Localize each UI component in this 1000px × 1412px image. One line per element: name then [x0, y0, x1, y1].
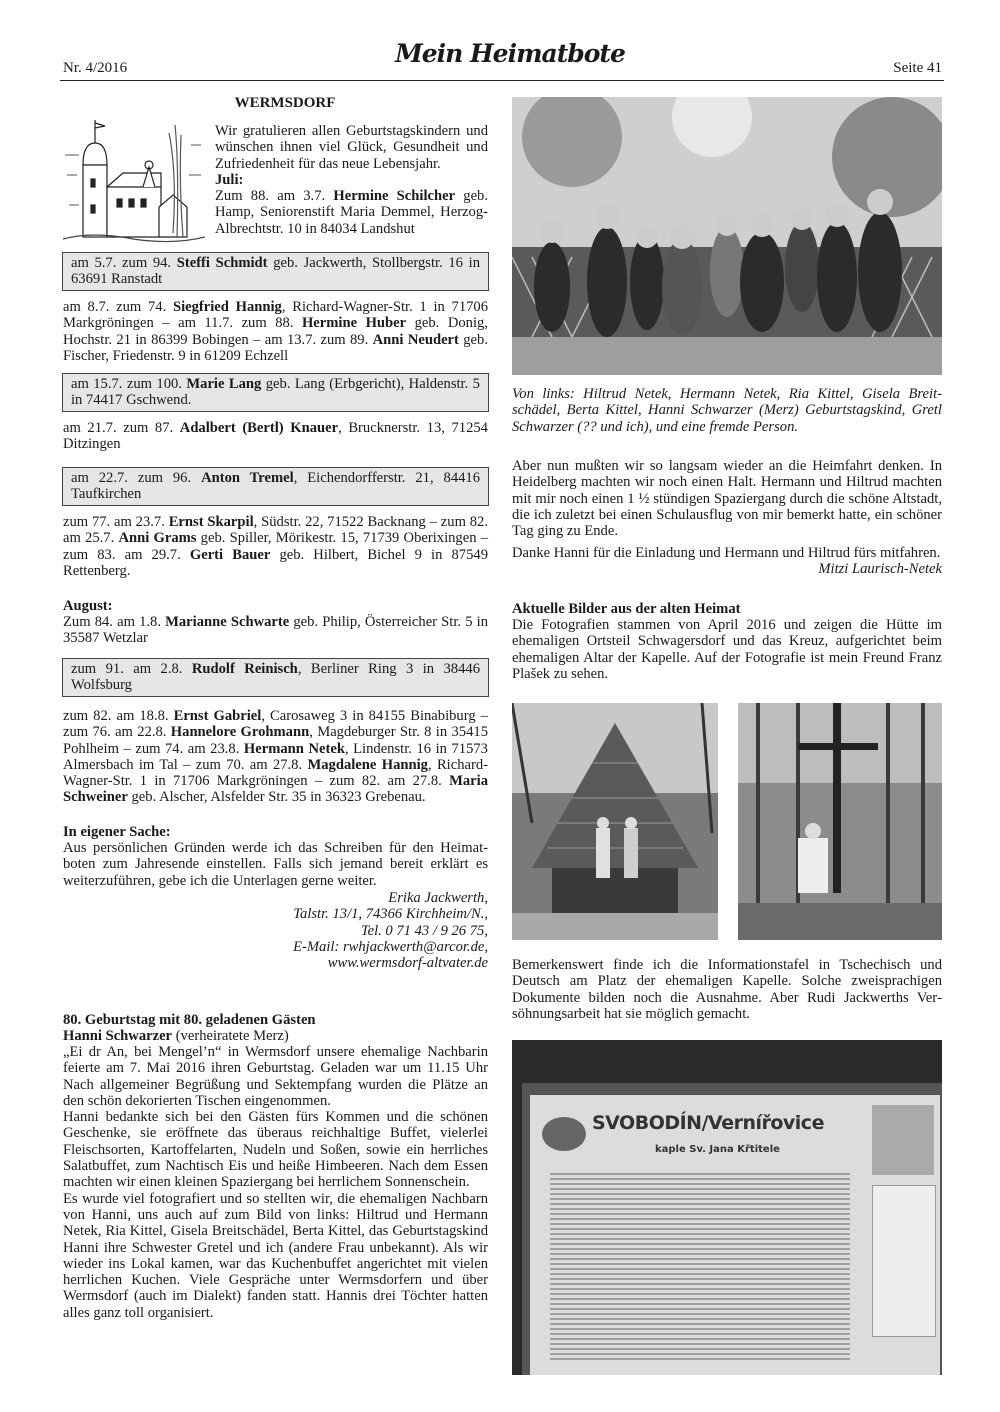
text-run: geb. Philip, Österreicher Str. 5 in 35587 Wetzlar — [63, 614, 488, 647]
highlight-box — [62, 658, 489, 697]
issue-number: Nr. 4/2016 — [63, 60, 128, 76]
article-paragraph: Hanni bedankte sich bei den Gästen fürs Kommen und die schönen Geschenke, sie eröffnete das überaus reichhaltige Buffet, vielerlei Fleischsorten, Kartoffelarten, Nudeln und Soßen, sowie ein herrliches Salatbuffet, zum Nachtisch Eis und heiße Himbeeren. Nach dem Essen machten wir einen kleinen Spaziergang bei herrlichem Sonnenschein. — [63, 1109, 488, 1191]
text-run: geb. Fischer, Friedenstr. 9 in 61209 Echzell — [63, 331, 488, 364]
text-run: Zum 84. am 1.8. — [63, 614, 166, 630]
text-run: , Richard-Wagner-Str. 1 in 71706 Markgröningen – zum 82. am 27.8. — [63, 756, 488, 790]
article-title-bilder: Aktuelle Bilder aus der alten Heimat — [512, 601, 741, 617]
intro-text — [215, 123, 488, 172]
birthday-entry — [63, 420, 488, 453]
group-photo — [512, 97, 942, 375]
person-name: Hanni Schwarzer — [63, 1028, 173, 1044]
intro-greeting: Wir gratulieren allen Geburtstagskindern und wünschen ihnen viel Glück, Gesundheit und Zufriedenheit für das neue Lebensjahr. — [215, 123, 488, 172]
person-name: Maria Schweiner — [63, 773, 488, 806]
birthday-entry — [71, 255, 480, 288]
signature-block — [63, 890, 488, 971]
person-name: Hermann Netek — [243, 740, 345, 757]
person-name: Ernst Skarpil — [168, 514, 254, 530]
text-run: , Richard-Wagner-Str. 1 in 71706 Markgröningen – am 11.7. zum 88. — [63, 299, 489, 332]
article-subtitle — [63, 1028, 488, 1044]
birthday-entry — [215, 188, 488, 237]
text-run: (verheiratete Merz) — [172, 1028, 289, 1044]
text-run: geb. Lang (Erbgericht), Haldenstr. 5 in 74417 Gschwend. — [71, 376, 480, 409]
person-name: Anni Grams — [118, 530, 197, 547]
hut-photo — [512, 703, 718, 940]
text-run: geb. Donig, Hochstr. 21 in 86399 Bobingen – am 13.7. zum 89. — [63, 315, 488, 348]
information-board-photo — [512, 1040, 942, 1375]
person-name: Steffi Schmidt — [176, 255, 268, 271]
person-name: Marie Lang — [186, 376, 262, 392]
text-run: zum 82. am 18.8. — [63, 708, 174, 724]
photo-caption: Von links: Hiltrud Netek, Hermann Netek, Ria Kittel, Gisela Breitschädel, Berta Kittel, Hanni Schwarzer (Merz) Geburtstagskind, Gretl Schwarzer (?? und ich), und eine fremde Person. — [512, 386, 942, 435]
board-title: SVOBODÍN/Vernířovice — [592, 1112, 824, 1134]
article-paragraph: Aber nun mußten wir so langsam wieder an die Heimfahrt denken. In Heidelberg machten wir noch einen Halt. Hermann und Hiltrud machten mit mir noch einen 1 ½ stündigen Spaziergang durch die schöne Altstadt, die ich zuletzt bei einen Schulausflug von mir bemerkt hatte, ein schöner Tag ging zu Ende. — [512, 458, 942, 540]
text-run: geb. Spiller, Mörikestr. 15, 71739 Oberixingen – zum 83. am 29.7. — [63, 530, 488, 563]
text-run: , Berliner Ring 3 in 38446 Wolfsburg — [71, 661, 480, 694]
text-run: zum 77. am 23.7. — [63, 514, 169, 530]
board-subtitle: kaple Sv. Jana Křtitele — [655, 1144, 780, 1155]
section-title-eigene-sache: In eigener Sache: — [63, 824, 171, 840]
cross-photo — [738, 703, 942, 940]
article-paragraph — [512, 545, 942, 561]
month-label-august: August: — [63, 598, 113, 614]
board-chapel-picture — [872, 1105, 934, 1175]
article-body — [63, 1044, 488, 1321]
birthday-entry — [71, 376, 480, 409]
article-paragraph: Bemerkenswert finde ich die Informationstafel in Tschechisch und Deutsch am Platz der ehemaligen Kapelle. Solche zweisprachigen Dokumente bilden noch die Ausnahme. Aber Rudi Jackwerths Versöhnungsarbeit hat sie möglich gemacht. — [512, 957, 942, 1022]
text-run: am 8.7. zum 74. — [63, 299, 173, 315]
eigene-sache-text: Aus persönlichen Gründen werde ich das Schreiben für den Heimatboten zum Jahresende einstellen. Falls sich jemand bereit erklärt es weiterzuführen, gebe ich die Unterlagen gerne weiter. — [63, 840, 488, 889]
information-board — [530, 1095, 940, 1375]
text-run: am 22.7. zum 96. — [71, 470, 202, 486]
masthead-logo: Mein Heimatbote — [395, 39, 625, 68]
person-name: Anni Neudert — [372, 331, 459, 348]
person-name: Rudolf Reinisch — [191, 661, 298, 677]
highlight-box — [62, 373, 489, 412]
signature-name: Erika Jackwerth, — [388, 890, 488, 906]
person-name: Magdalene Hannig — [307, 756, 428, 773]
birthday-entry — [63, 614, 488, 647]
person-name: Hannelore Grohmann — [170, 724, 310, 741]
highlight-box — [62, 467, 489, 506]
church-illustration — [63, 115, 205, 247]
person-name: Gerti Bauer — [189, 546, 271, 563]
board-text-area — [550, 1170, 850, 1360]
text-run: , Carosaweg 3 in 84155 Binabiburg – zum 76. am 22.8. — [63, 708, 488, 741]
thanks-text: Danke Hanni für die Einladung und Hermann und Hiltrud fürs mitfahren. — [512, 545, 941, 561]
text-run: , Eichendorfferstr. 21, 84416 Taufkirchen — [71, 470, 481, 503]
person-name: Hermine Schilcher — [333, 188, 456, 204]
person-name: Hermine Huber — [301, 315, 407, 332]
text-run: am 15.7. zum 100. — [71, 376, 187, 392]
article-paragraph: Es wurde viel fotografiert und so stellten wir, die ehemaligen Nachbarn von Hanni, uns auch auf zum Bild von links: Hiltrud und Hermann Netek, Ria Kittel, Gisela Breitschädel, Berta Kittel, das Geburtstagskind Hanni ihre Schwester Gretel und ich (andere Frau unbekannt). Als wir wieder ins Lokal kamen, war das Kuchenbuffet angerichtet mit vielen herrlichen Kuchen. Viele Gespräche unter Wermsdorfern und über Wermsdorf (auch im Dialekt) fanden statt. Hannis drei Töchter hatten alles ganz toll organisiert. — [63, 1190, 488, 1321]
text-run: , Magdeburger Str. 8 in 35415 Pohlheim – zum 74. am 23.8. — [63, 724, 488, 757]
header-rule — [60, 80, 944, 81]
text-run: zum 91. am 2.8. — [71, 661, 192, 677]
signature-phone: Tel. 0 71 43 / 9 26 75, — [360, 922, 488, 939]
text-run: geb. Hilbert, Bichel 9 in 87549 Rettenberg. — [63, 546, 488, 579]
text-run: geb. Jackwerth, Stollbergstr. 16 in 63691 Ranstadt — [71, 255, 480, 288]
person-name: Adalbert (Bertl) Knauer — [179, 420, 339, 436]
article-paragraph: „Ei dr An, bei Mengel’n“ in Wermsdorf unsere ehemalige Nachbarin feierte am 7. Mai 2016 ihren Geburtstag. Geladen war um 11.15 Uhr Nach allgemeiner Begrüßung und Sektempfang wurden die Plätze an den schön dekorierten Tischen eingenommen. — [63, 1044, 488, 1109]
text-run: geb. Hamp, Seniorenstift Maria Demmel, Herzog-Albrechtstr. 10 in 84034 Landshut — [215, 188, 488, 237]
author-signature: Mitzi Laurisch-Netek — [818, 561, 942, 577]
birthday-entry — [71, 470, 480, 503]
person-name: Ernst Gabriel — [173, 708, 262, 724]
birthday-entry — [63, 299, 488, 364]
month-label-juli: Juli: — [215, 172, 244, 188]
text-run: , Brucknerstr. 13, 71254 Ditzingen — [63, 420, 488, 453]
text-run: am 21.7. zum 87. — [63, 420, 180, 436]
text-run: am 5.7. zum 94. — [71, 255, 177, 271]
text-run: Zum 88. am 3.7. — [215, 188, 334, 204]
text-run: , Lindenstr. 16 in 71573 Almersbach im Tal – zum 70. am 27.8. — [63, 740, 488, 773]
signature-website[interactable]: www.wermsdorf-altvater.de — [327, 955, 488, 972]
signature-email[interactable]: E-Mail: rwhjackwerth@arcor.de, — [293, 938, 488, 955]
section-title-wermsdorf: WERMSDORF — [234, 95, 336, 111]
person-name: Anton Tremel — [201, 470, 294, 486]
text-run: , Südstr. 22, 71522 Backnang – zum 82. am 25.7. — [63, 514, 488, 547]
person-name: Marianne Schwarte — [165, 614, 290, 630]
board-logo — [542, 1117, 586, 1151]
article-paragraph: Die Fotografien stammen von April 2016 und zeigen die Hütte im ehemaligen Ortsteil Schwagersdorf und das Kreuz, aufgerichtet beim ehemaligen Altar der Kapelle. Auf der Fotografie ist mein Freund Franz Plašek zu sehen. — [512, 617, 942, 682]
highlight-box — [62, 252, 489, 291]
text-run: geb. Alscher, Alsfelder Str. 35 in 36323 Grebenau. — [127, 789, 426, 806]
board-map — [872, 1185, 936, 1337]
birthday-entry — [63, 708, 488, 806]
birthday-entry — [63, 514, 488, 579]
page-number: Seite 41 — [893, 60, 942, 76]
signature-address: Talstr. 13/1, 74366 Kirchheim/N., — [293, 906, 488, 923]
article-title-geburtstag: 80. Geburtstag mit 80. geladenen Gästen — [63, 1012, 316, 1028]
birthday-entry — [71, 661, 480, 694]
person-name: Siegfried Hannig — [172, 299, 282, 315]
